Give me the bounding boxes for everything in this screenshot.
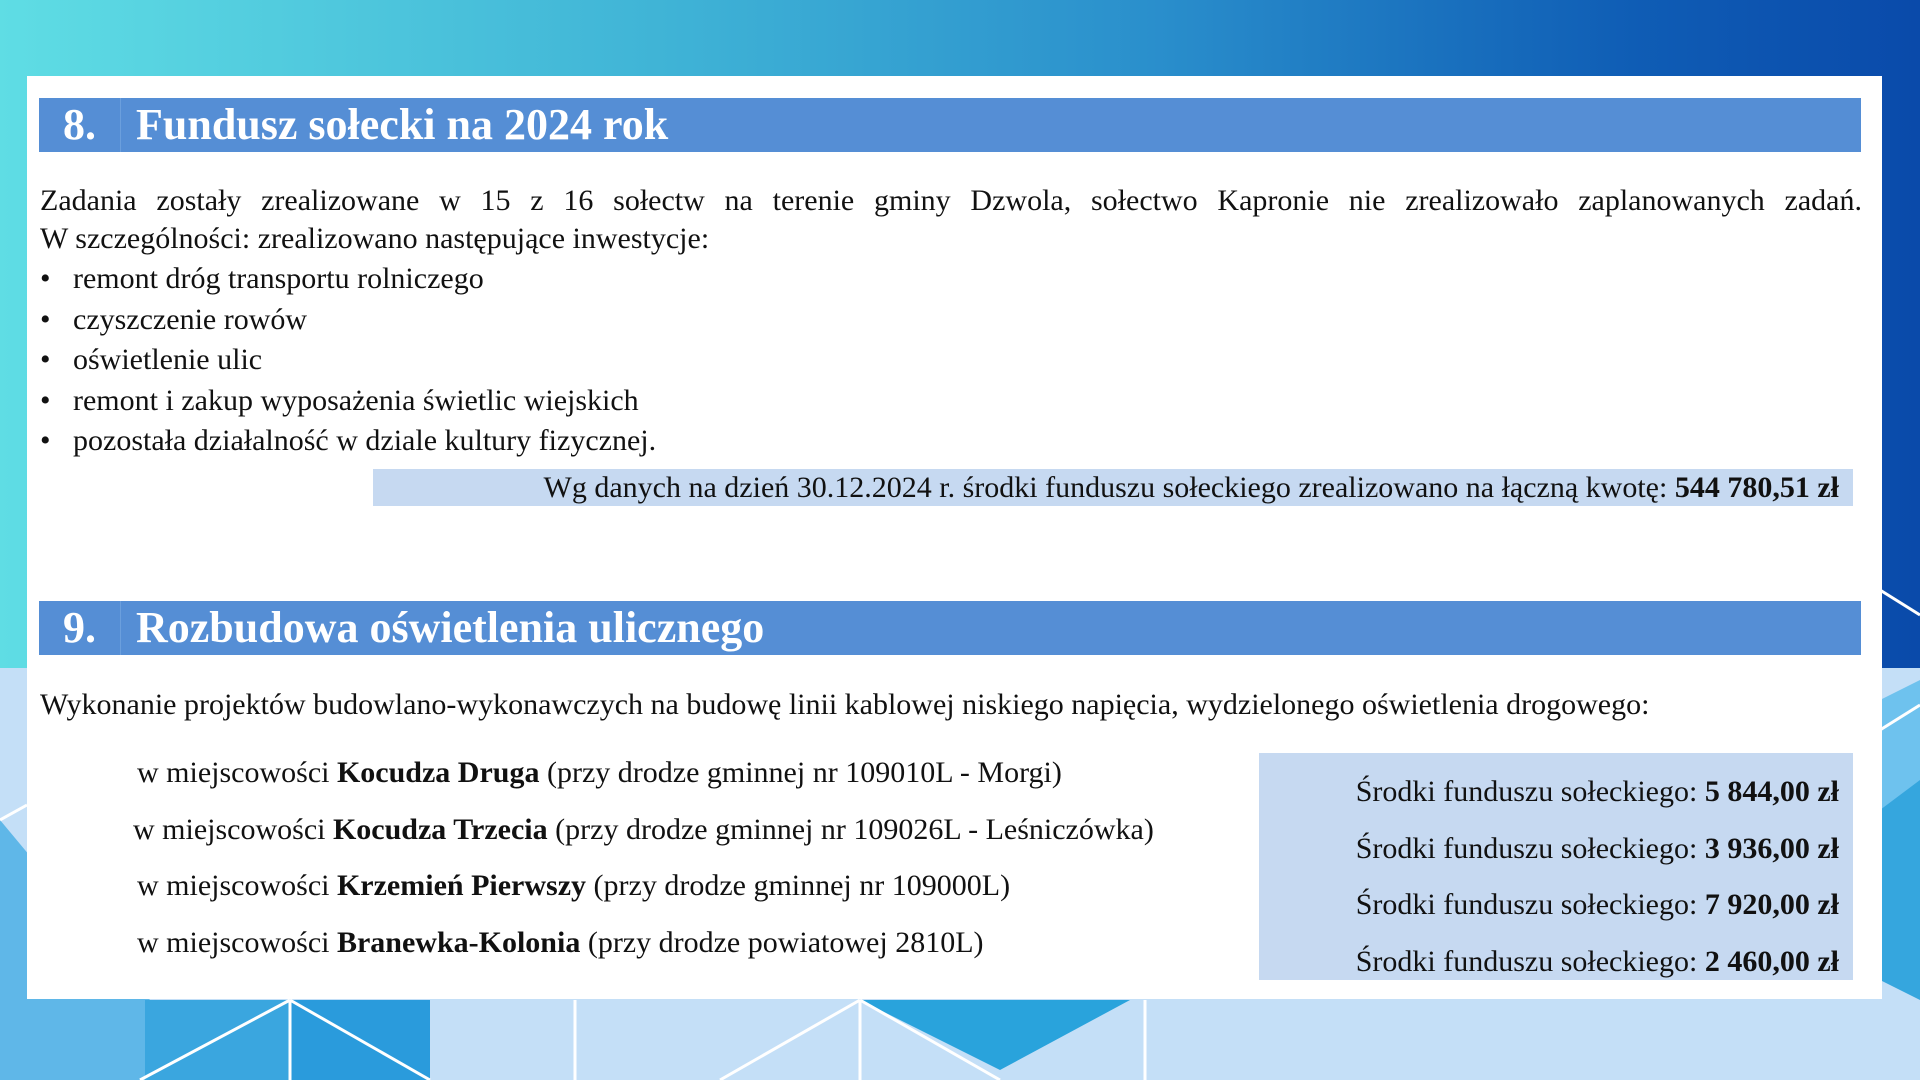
bullet-icon: •: [40, 303, 51, 336]
bullet-text: remont i zakup wyposażenia świetlic wiejskich: [73, 384, 639, 417]
fund-label: Środki funduszu sołeckiego:: [1355, 832, 1705, 865]
fund-amount-row: [1356, 830, 1839, 868]
location-detail: (przy drodze gminnej nr 109010L - Morgi): [539, 756, 1062, 789]
fund-label: Środki funduszu sołeckiego:: [1355, 888, 1705, 921]
location-detail: (przy drodze powiatowej 2810L): [580, 926, 984, 959]
location-detail: (przy drodze gminnej nr 109026L - Leśniczówka): [547, 813, 1154, 846]
section-9-header: [39, 601, 1861, 655]
section-8-intro-line1: Zadania zostały zrealizowane w 15 z 16 sołectw na terenie gminy Dzwola, sołectwo Kapronie nie zrealizowało zaplanowanych zadań.: [40, 184, 1862, 217]
location-name: Krzemień Pierwszy: [336, 869, 587, 902]
section-8-header: [39, 98, 1861, 152]
bullet-item: [40, 382, 639, 420]
summary-highlight: [373, 469, 1853, 506]
summary-amount: 544 780,51 zł: [1674, 471, 1839, 504]
bullet-text: czyszczenie rowów: [73, 303, 308, 336]
location-row: [137, 867, 1010, 905]
section-8-intro-line2: W szczególności: zrealizowano następujące inwestycje:: [40, 222, 710, 255]
location-name: Kocudza Trzecia: [332, 813, 548, 846]
bullet-icon: •: [40, 343, 51, 376]
location-prefix: w miejscowości: [137, 926, 337, 959]
fund-amount: 3 936,00 zł: [1704, 832, 1839, 865]
bullet-text: remont dróg transportu rolniczego: [73, 262, 484, 295]
fund-amount: 7 920,00 zł: [1704, 888, 1839, 921]
location-row: [133, 811, 1154, 849]
bullet-text: oświetlenie ulic: [73, 343, 263, 376]
fund-amount: 2 460,00 zł: [1704, 945, 1839, 978]
bullet-item: [40, 422, 656, 460]
fund-amount-row: [1356, 943, 1839, 981]
location-prefix: w miejscowości: [137, 869, 337, 902]
bullet-item: [40, 341, 262, 379]
summary-text: Wg danych na dzień 30.12.2024 r. środki funduszu sołeckiego zrealizowano na łączną kwotę:: [543, 471, 1675, 504]
location-name: Kocudza Druga: [336, 756, 540, 789]
bullet-item: [40, 301, 307, 339]
bullet-icon: •: [40, 424, 51, 457]
section-8-number: 8.: [39, 98, 121, 152]
fund-amount-row: [1356, 886, 1839, 924]
location-prefix: w miejscowości: [133, 813, 333, 846]
location-name: Branewka-Kolonia: [336, 926, 581, 959]
location-prefix: w miejscowości: [137, 756, 337, 789]
fund-label: Środki funduszu sołeckiego:: [1355, 775, 1705, 808]
location-row: [137, 924, 984, 962]
bullet-icon: •: [40, 384, 51, 417]
funds-highlight-box: [1259, 753, 1853, 980]
section-9-number: 9.: [39, 601, 121, 655]
section-8-title: Fundusz sołecki na 2024 rok: [136, 100, 669, 149]
fund-label: Środki funduszu sołeckiego:: [1355, 945, 1705, 978]
bullet-item: [40, 260, 484, 298]
location-row: [137, 754, 1062, 792]
bullet-text: pozostała działalność w dziale kultury fizycznej.: [73, 424, 657, 457]
section-9-intro: Wykonanie projektów budowlano-wykonawczych na budowę linii kablowej niskiego napięcia, wydzielonego oświetlenia drogowego:: [40, 688, 1650, 721]
bullet-icon: •: [40, 262, 51, 295]
location-detail: (przy drodze gminnej nr 109000L): [586, 869, 1011, 902]
section-9-title: Rozbudowa oświetlenia ulicznego: [136, 603, 765, 652]
content-panel: [27, 76, 1882, 999]
fund-amount-row: [1356, 773, 1839, 811]
fund-amount: 5 844,00 zł: [1704, 775, 1839, 808]
